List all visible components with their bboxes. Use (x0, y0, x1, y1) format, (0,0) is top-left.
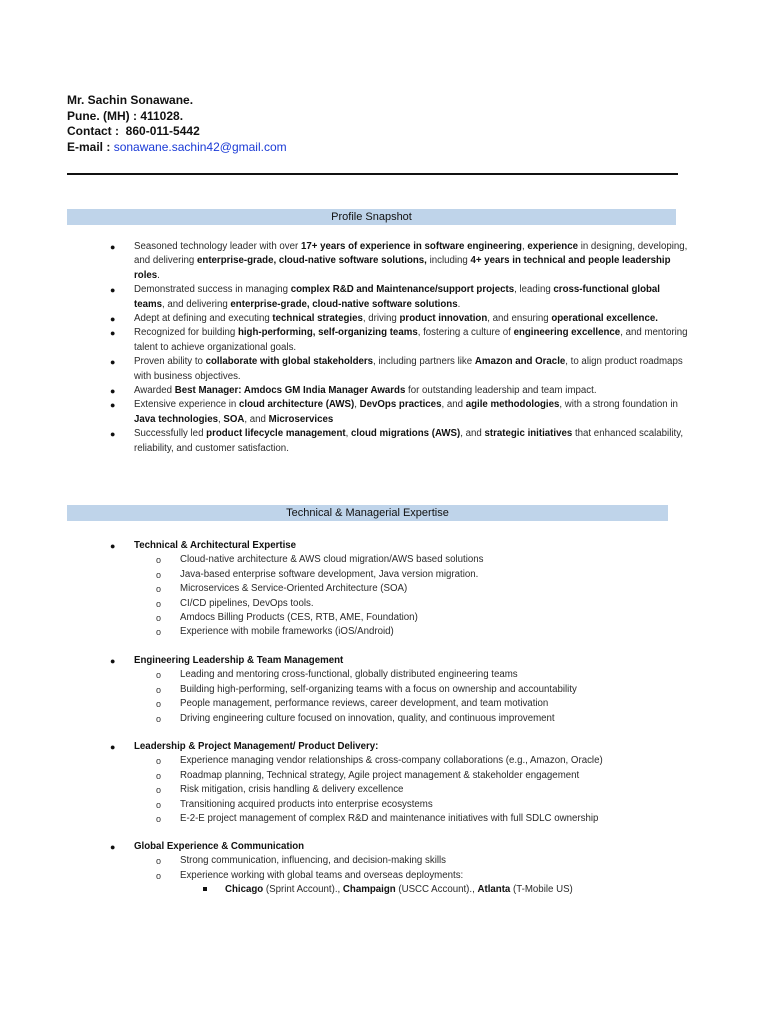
text: for outstanding leadership and team impact. (405, 385, 597, 397)
hollow-bullet-icon: o (156, 699, 162, 710)
profile-snapshot-heading: Profile Snapshot (67, 209, 676, 225)
expertise-item (134, 783, 694, 797)
group-title-text: Global Experience & Communication (134, 841, 305, 852)
contact-header (67, 93, 287, 155)
profile-bullet (110, 355, 689, 384)
text: , (345, 428, 351, 440)
bold-text: cloud migrations (AWS) (350, 428, 461, 440)
bold-text: enterprise-grade, cloud-native software solutions (230, 298, 458, 310)
hollow-bullet-icon: o (156, 856, 162, 867)
hollow-bullet-icon: o (156, 756, 162, 767)
expertise-item (134, 854, 694, 868)
text: , to align product roadmaps with business objectives. (134, 356, 683, 382)
bullet-dot-icon: ● (110, 242, 116, 252)
profile-bullet (110, 240, 689, 283)
text: including (426, 255, 471, 267)
bullet-dot-icon: ● (110, 400, 116, 411)
text: , leading (514, 284, 554, 296)
expertise-item-text: Experience with mobile frameworks (iOS/Android) (180, 626, 394, 638)
expertise-group-title (110, 740, 694, 754)
hollow-bullet-icon: o (156, 770, 162, 781)
profile-bullet (110, 312, 689, 326)
expertise-item-text: Building high-performing, self-organizing teams with a focus on ownership and accountability (180, 683, 577, 695)
text: Demonstrated success in managing (134, 284, 291, 296)
profile-snapshot-list (110, 240, 689, 456)
bullet-dot-icon: ● (110, 742, 116, 752)
bold-text: product lifecycle management (206, 428, 346, 440)
hollow-bullet-icon: o (156, 569, 162, 580)
text: . (157, 269, 160, 281)
hollow-bullet-icon: o (156, 584, 162, 595)
bold-text: Champaign (342, 884, 396, 896)
expertise-item-text: Microservices & Service-Oriented Architecture (SOA) (180, 583, 408, 595)
bold-text: cloud architecture (AWS) (239, 399, 355, 411)
expertise-item-text: Experience working with global teams and overseas deployments: (180, 869, 464, 881)
text: , including partners like (373, 356, 475, 368)
text: . (457, 298, 461, 310)
expertise-item-text: Transitioning acquired products into enterprise ecosystems (180, 798, 433, 810)
text: (Sprint Account)., (263, 884, 343, 896)
email-label: E-mail : (67, 139, 111, 154)
expertise-item (134, 697, 694, 711)
profile-bullet (110, 427, 689, 456)
expertise-item-text: Experience managing vendor relationships & cross-company collaborations (e.g., Amazon, Oracle) (180, 755, 603, 767)
expertise-item (134, 597, 694, 611)
header-divider (67, 173, 678, 175)
expertise-item (134, 798, 694, 812)
text: Successfully led (134, 428, 207, 440)
email-line (67, 140, 287, 156)
group-title-text: Engineering Leadership & Team Management (134, 655, 344, 666)
contact-line (67, 124, 287, 140)
text: , driving (362, 313, 400, 325)
expertise-group-title (110, 654, 694, 668)
expertise-item-text: CI/CD pipelines, DevOps tools. (180, 597, 314, 609)
hollow-bullet-icon: o (156, 555, 162, 566)
expertise-item (134, 712, 694, 726)
bullet-dot-icon: ● (110, 842, 116, 852)
text: , fostering a culture of (417, 327, 514, 339)
bold-text: cross-functional global teams (134, 284, 660, 310)
expertise-group-title (110, 840, 694, 854)
bold-text: 4+ years in technical and people leadership roles (134, 255, 671, 281)
hollow-bullet-icon: o (156, 598, 162, 609)
text: , (218, 413, 224, 425)
profile-bullet (110, 398, 689, 427)
bold-text: Java technologies (134, 413, 218, 425)
profile-bullet (110, 384, 689, 398)
expertise-item (134, 625, 694, 639)
expertise-item (134, 754, 694, 768)
text: Recognized for building (134, 327, 238, 339)
text: , (354, 399, 360, 411)
text: (T-Mobile US) (510, 884, 573, 896)
text: Seasoned technology leader with over (134, 241, 301, 252)
hollow-bullet-icon: o (156, 799, 162, 810)
profile-bullet (110, 283, 689, 312)
group-title-text: Technical & Architectural Expertise (134, 540, 297, 551)
text: Extensive experience in (134, 399, 240, 411)
expertise-item (134, 668, 694, 682)
expertise-item (134, 611, 694, 625)
text: , and (460, 428, 485, 440)
bullet-dot-icon: ● (110, 541, 116, 551)
bold-text: experience (527, 241, 578, 252)
hollow-bullet-icon: o (156, 684, 162, 695)
hollow-bullet-icon: o (156, 670, 162, 681)
bold-text: collaborate with global stakeholders (205, 356, 374, 368)
bold-text: Amazon and Oracle (474, 356, 566, 368)
bold-text: 17+ years of experience in software engineering (300, 241, 522, 252)
expertise-item-text: Cloud-native architecture & AWS cloud migration/AWS based solutions (180, 554, 484, 566)
hollow-bullet-icon: o (156, 713, 162, 724)
expertise-item (134, 683, 694, 697)
expertise-item-text: E-2-E project management of complex R&D and maintenance initiatives with full SDLC ownership (180, 813, 599, 825)
contact-phone: 860-011-5442 (125, 124, 200, 138)
bullet-dot-icon: ● (110, 357, 116, 368)
expertise-item (134, 582, 694, 596)
profile-bullet (110, 326, 689, 355)
expertise-item-text: Java-based enterprise software development, Java version migration. (180, 568, 479, 580)
bold-text: enterprise-grade, cloud-native software solutions, (197, 255, 427, 267)
contact-label: Contact : (67, 124, 119, 138)
group-title-text: Leadership & Project Management/ Product Delivery: (134, 741, 379, 752)
expertise-group (110, 840, 694, 898)
text: in designing, developing, and delivering (134, 241, 688, 267)
hollow-bullet-icon: o (156, 613, 162, 624)
hollow-bullet-icon: o (156, 870, 162, 881)
bullet-dot-icon: ● (110, 314, 116, 325)
bold-text: engineering excellence (513, 327, 621, 339)
bold-text: operational excellence. (551, 313, 658, 325)
expertise-item (134, 812, 694, 826)
bullet-dot-icon: ● (110, 328, 116, 339)
expertise-item-text: Risk mitigation, crisis handling & delivery excellence (180, 784, 404, 796)
text: Proven ability to (134, 356, 206, 368)
text: , and ensuring (487, 313, 552, 325)
bold-text: Microservices (268, 413, 334, 425)
bold-text: product innovation (399, 313, 488, 325)
text: , and (441, 399, 466, 411)
bold-text: strategic initiatives (484, 428, 573, 440)
bullet-dot-icon: ● (110, 429, 116, 440)
expertise-item-text: Driving engineering culture focused on innovation, quality, and continuous improvement (180, 712, 555, 724)
text: , and (244, 413, 269, 425)
bullet-dot-icon: ● (110, 386, 116, 397)
text: that enhanced scalability, reliability, and customer satisfaction. (134, 428, 684, 454)
text: , with a strong foundation in (559, 399, 678, 411)
expertise-item-text: Amdocs Billing Products (CES, RTB, AME, Foundation) (180, 612, 418, 624)
deployment-locations (134, 883, 694, 897)
hollow-bullet-icon: o (156, 785, 162, 796)
bold-text: agile methodologies (465, 399, 560, 411)
bold-text: technical strategies (272, 313, 363, 325)
bold-text: Chicago (225, 884, 264, 896)
hollow-bullet-icon: o (156, 627, 162, 638)
bold-text: Best Manager: Amdocs GM India Manager Awards (174, 385, 406, 397)
bold-text: SOA (223, 413, 245, 425)
expertise-item (134, 553, 694, 567)
text: , and delivering (162, 298, 231, 310)
expertise-item-text: Strong communication, influencing, and decision-making skills (180, 855, 446, 867)
hollow-bullet-icon: o (156, 814, 162, 825)
bullet-dot-icon: ● (110, 656, 116, 666)
expertise-item (134, 869, 694, 883)
candidate-location: Pune. (MH) : 411028. (67, 108, 184, 123)
expertise-item (134, 568, 694, 582)
bold-text: DevOps practices (359, 399, 442, 411)
text: , and mentoring talent to achieve organizational goals. (134, 327, 688, 353)
bold-text: Atlanta (477, 884, 511, 896)
expertise-group (110, 654, 694, 726)
expertise-item-text: Roadmap planning, Technical strategy, Agile project management & stakeholder engagement (180, 769, 580, 781)
bold-text: complex R&D and Maintenance/support projects (290, 284, 515, 296)
email-link[interactable]: sonawane.sachin42@gmail.com (113, 139, 287, 154)
expertise-group-title (110, 539, 694, 553)
expertise-item (134, 769, 694, 783)
candidate-name: Mr. Sachin Sonawane. (67, 93, 194, 107)
expertise-group (110, 740, 694, 826)
bullet-dot-icon: ● (110, 285, 116, 296)
expertise-group (110, 539, 694, 640)
expertise-item-text: Leading and mentoring cross-functional, globally distributed engineering teams (180, 669, 518, 681)
text: Awarded (134, 385, 175, 397)
text: (USCC Account)., (395, 884, 478, 896)
text: , (521, 241, 528, 252)
square-bullet-icon (203, 887, 207, 891)
bold-text: high-performing, self-organizing teams (237, 327, 418, 339)
expertise-heading: Technical & Managerial Expertise (67, 505, 668, 521)
text: Adept at defining and executing (134, 313, 273, 325)
expertise-item-text: People management, performance reviews, career development, and team motivation (180, 698, 549, 710)
